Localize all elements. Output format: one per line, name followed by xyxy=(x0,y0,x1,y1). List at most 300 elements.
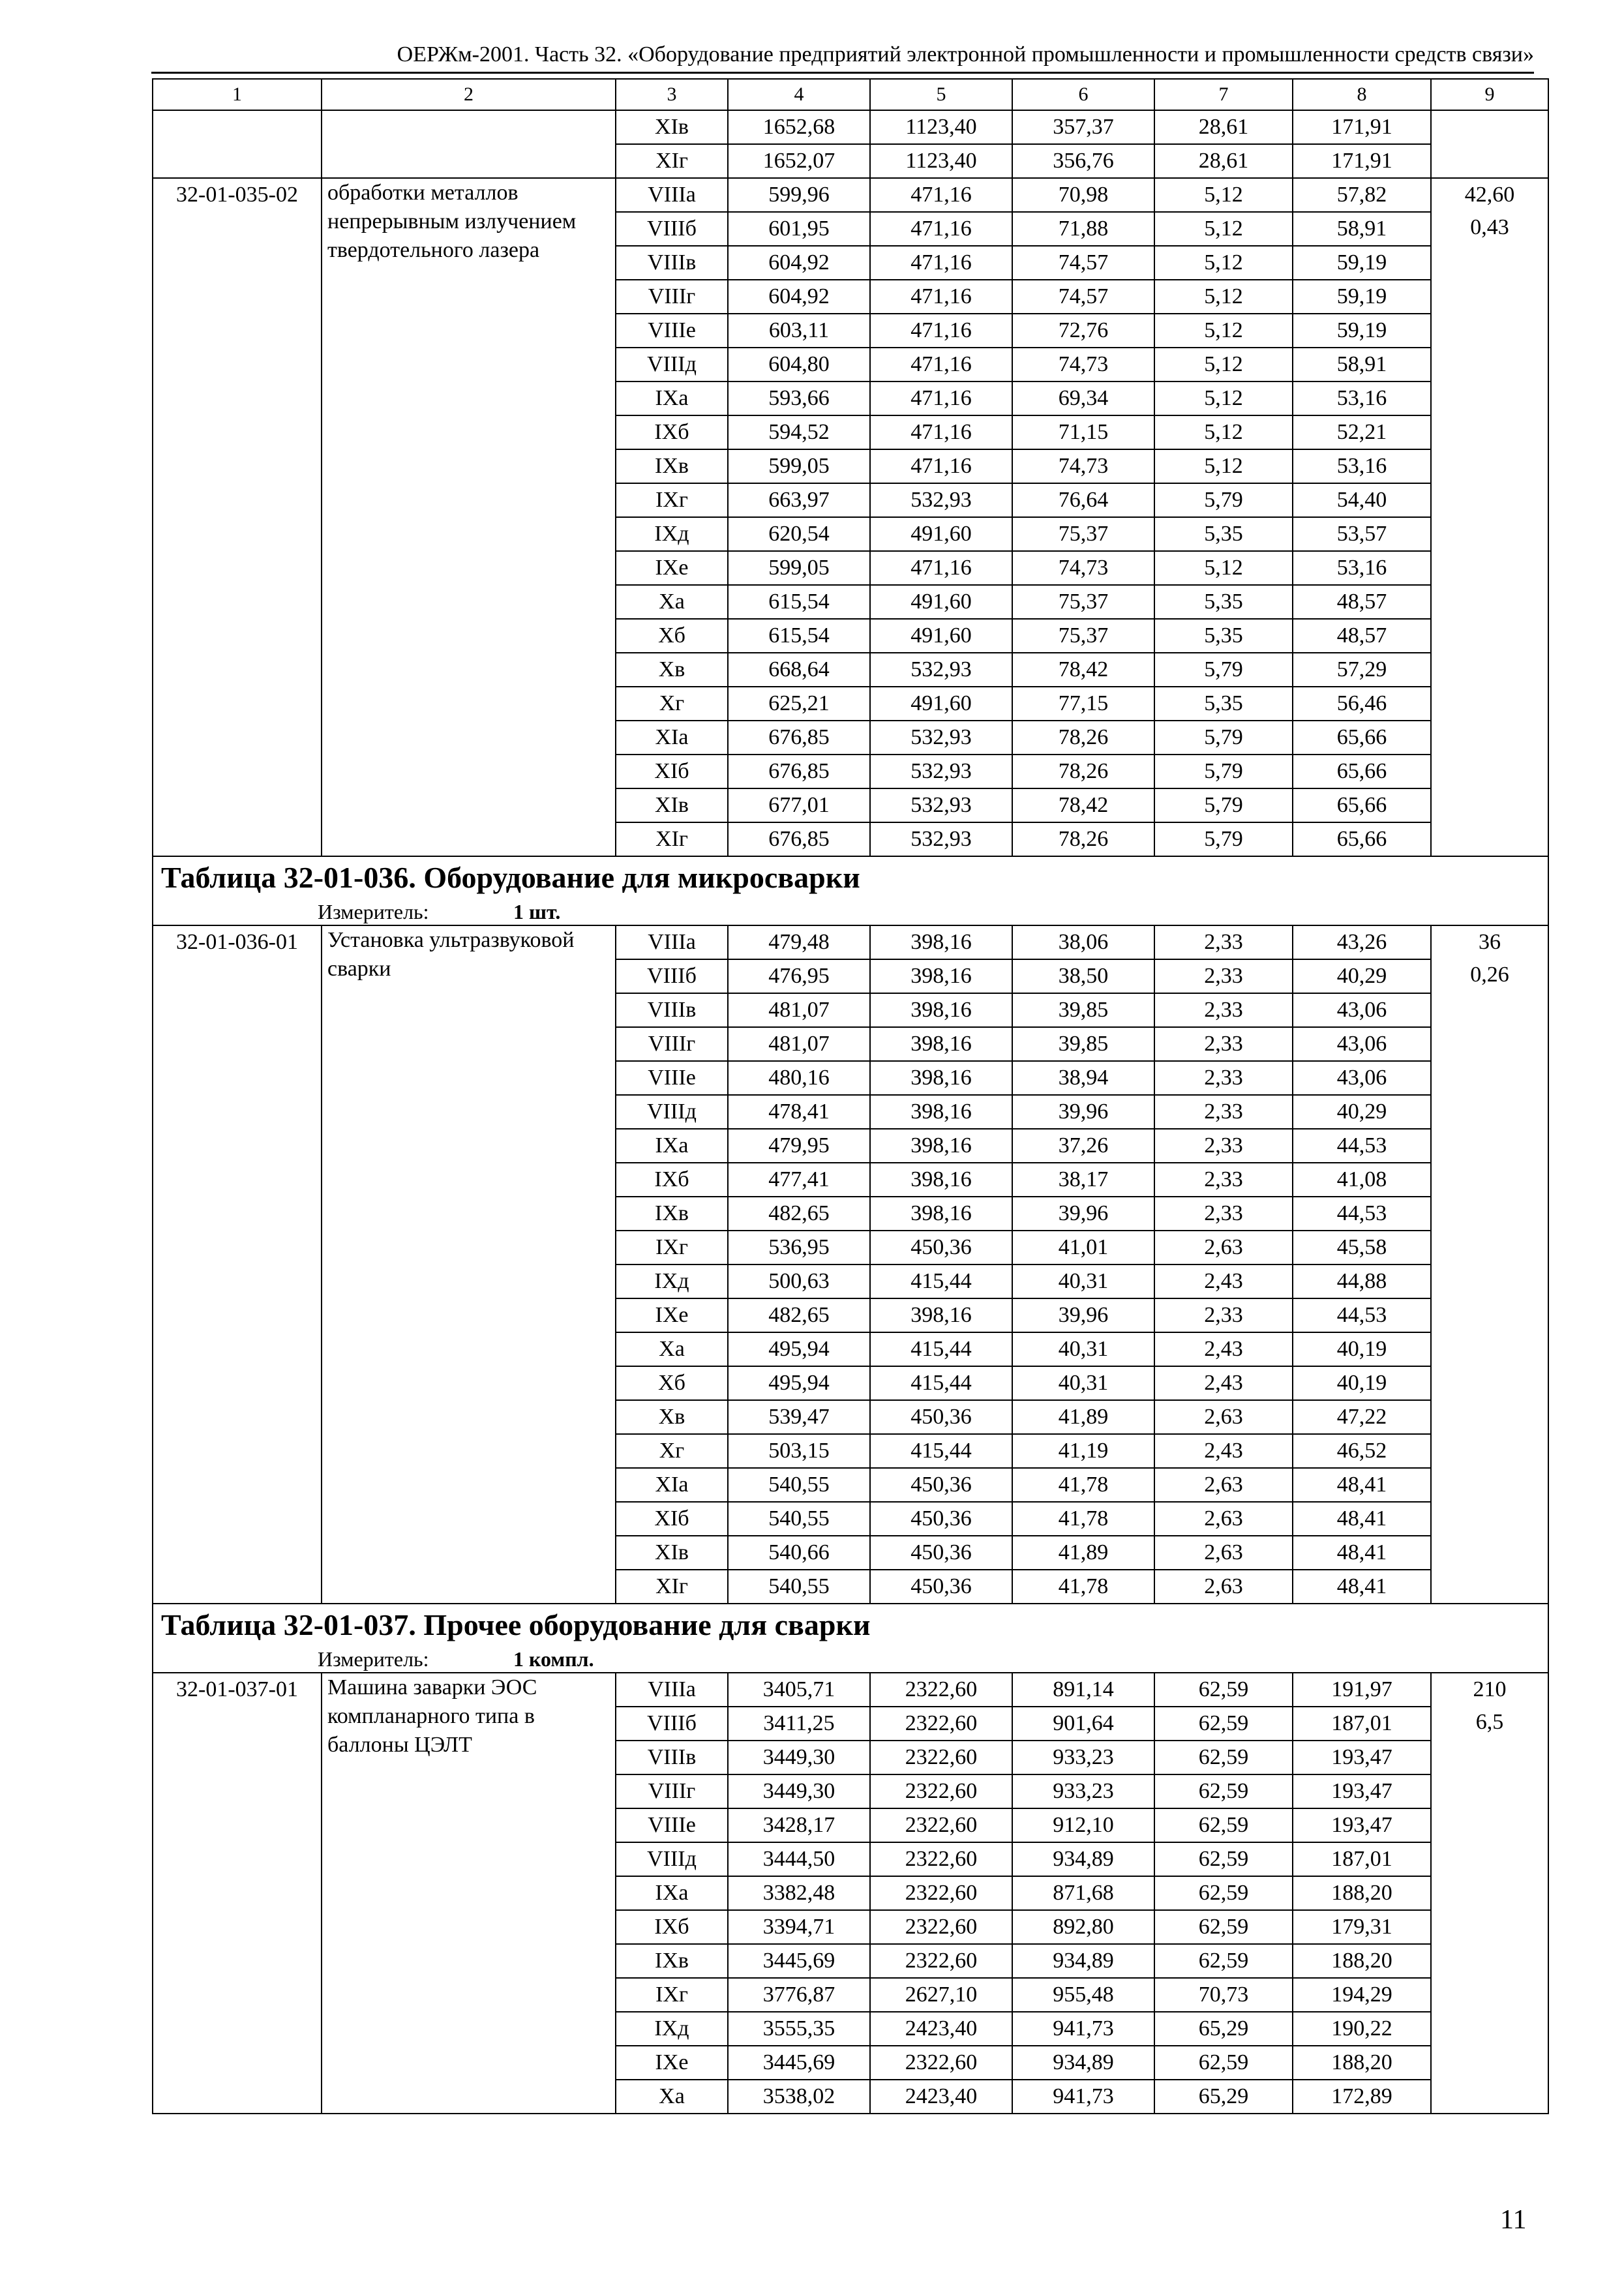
value-cell: 594,52 xyxy=(728,415,870,449)
value-cell: 495,94 xyxy=(728,1366,870,1400)
zone-cell: IXг xyxy=(616,1231,728,1264)
zone-cell: IXд xyxy=(616,517,728,551)
value-cell: 450,36 xyxy=(870,1231,1012,1264)
value-cell: 491,60 xyxy=(870,517,1012,551)
value-cell: 1123,40 xyxy=(870,144,1012,178)
value-cell: 74,73 xyxy=(1012,551,1154,585)
value-cell: 2,63 xyxy=(1154,1231,1293,1264)
column-number-cell: 7 xyxy=(1154,79,1293,110)
zone-cell: XIб xyxy=(616,1502,728,1536)
value-cell: 2,33 xyxy=(1154,993,1293,1027)
value-cell: 70,73 xyxy=(1154,1978,1293,2012)
value-cell: 2,43 xyxy=(1154,1332,1293,1366)
value-cell: 415,44 xyxy=(870,1366,1012,1400)
value-cell: 599,96 xyxy=(728,178,870,212)
value-cell: 3382,48 xyxy=(728,1876,870,1910)
table-row xyxy=(153,925,1548,959)
table-title-row xyxy=(153,1604,1548,1646)
zone-cell: IXб xyxy=(616,415,728,449)
value-cell: 480,16 xyxy=(728,1061,870,1095)
zone-cell: XIг xyxy=(616,822,728,856)
value-cell: 74,57 xyxy=(1012,246,1154,280)
value-cell: 74,73 xyxy=(1012,449,1154,483)
value-cell: 40,31 xyxy=(1012,1366,1154,1400)
value-cell: 1652,07 xyxy=(728,144,870,178)
value-cell: 58,91 xyxy=(1293,348,1431,382)
zone-cell: Xг xyxy=(616,1434,728,1468)
value-cell: 71,15 xyxy=(1012,415,1154,449)
value-cell: 48,41 xyxy=(1293,1468,1431,1502)
value-cell: 2322,60 xyxy=(870,1910,1012,1944)
value-cell: 2,33 xyxy=(1154,1298,1293,1332)
value-cell: 491,60 xyxy=(870,687,1012,721)
value-cell: 171,91 xyxy=(1293,110,1431,144)
value-cell: 3445,69 xyxy=(728,1944,870,1978)
value-cell: 5,79 xyxy=(1154,788,1293,822)
column-number-cell: 4 xyxy=(728,79,870,110)
value-cell: 357,37 xyxy=(1012,110,1154,144)
value-cell: 615,54 xyxy=(728,619,870,653)
zone-cell: IXд xyxy=(616,1264,728,1298)
value-cell: 356,76 xyxy=(1012,144,1154,178)
zone-cell: Xв xyxy=(616,1400,728,1434)
meter-cell xyxy=(153,1646,1548,1673)
value-cell: 2,33 xyxy=(1154,1197,1293,1231)
zone-cell: Xа xyxy=(616,585,728,619)
value-cell: 41,89 xyxy=(1012,1536,1154,1570)
value-cell: 532,93 xyxy=(870,822,1012,856)
value-cell: 2,33 xyxy=(1154,1027,1293,1061)
value-cell: 40,31 xyxy=(1012,1264,1154,1298)
zone-cell: IXв xyxy=(616,1197,728,1231)
zone-cell: VIIIг xyxy=(616,280,728,314)
value-cell: 3445,69 xyxy=(728,2046,870,2080)
value-cell: 70,98 xyxy=(1012,178,1154,212)
extra-value: 0,26 xyxy=(1470,963,1509,987)
zone-cell: Xб xyxy=(616,1366,728,1400)
value-cell: 933,23 xyxy=(1012,1741,1154,1774)
value-cell: 62,59 xyxy=(1154,1842,1293,1876)
value-cell: 62,59 xyxy=(1154,1876,1293,1910)
value-cell: 190,22 xyxy=(1293,2012,1431,2046)
value-cell: 398,16 xyxy=(870,1027,1012,1061)
column-number-cell: 3 xyxy=(616,79,728,110)
value-cell: 2322,60 xyxy=(870,1944,1012,1978)
value-cell: 479,48 xyxy=(728,925,870,959)
value-cell: 912,10 xyxy=(1012,1808,1154,1842)
value-cell: 5,79 xyxy=(1154,653,1293,687)
value-cell: 532,93 xyxy=(870,788,1012,822)
extra-value: 210 xyxy=(1473,1677,1507,1701)
value-cell: 44,53 xyxy=(1293,1197,1431,1231)
value-cell: 65,29 xyxy=(1154,2080,1293,2114)
value-cell: 450,36 xyxy=(870,1570,1012,1604)
zone-cell: VIIIв xyxy=(616,246,728,280)
value-cell: 62,59 xyxy=(1154,1944,1293,1978)
value-cell: 415,44 xyxy=(870,1332,1012,1366)
value-cell: 599,05 xyxy=(728,449,870,483)
zone-cell: IXг xyxy=(616,483,728,517)
zone-cell: XIв xyxy=(616,788,728,822)
value-cell: 540,55 xyxy=(728,1502,870,1536)
value-cell: 398,16 xyxy=(870,1298,1012,1332)
extra-value: 42,60 xyxy=(1464,183,1515,207)
zone-cell: VIIIг xyxy=(616,1027,728,1061)
value-cell: 941,73 xyxy=(1012,2080,1154,2114)
item-code-cell: 32-01-036-01 xyxy=(153,925,322,1604)
extra-cell xyxy=(1431,110,1548,178)
value-cell: 171,91 xyxy=(1293,144,1431,178)
zone-cell: VIIIб xyxy=(616,212,728,246)
zone-cell: IXа xyxy=(616,382,728,415)
value-cell: 2,33 xyxy=(1154,1163,1293,1197)
value-cell: 43,26 xyxy=(1293,925,1431,959)
column-number-cell: 8 xyxy=(1293,79,1431,110)
value-cell: 71,88 xyxy=(1012,212,1154,246)
value-cell: 179,31 xyxy=(1293,1910,1431,1944)
value-cell: 2322,60 xyxy=(870,1842,1012,1876)
table-row xyxy=(153,178,1548,212)
value-cell: 2,33 xyxy=(1154,925,1293,959)
value-cell: 532,93 xyxy=(870,483,1012,517)
table-title: Таблица 32-01-036. Оборудование для микросварки xyxy=(153,856,1548,899)
value-cell: 398,16 xyxy=(870,1197,1012,1231)
value-cell: 28,61 xyxy=(1154,110,1293,144)
value-cell: 75,37 xyxy=(1012,517,1154,551)
value-cell: 471,16 xyxy=(870,449,1012,483)
value-cell: 3776,87 xyxy=(728,1978,870,2012)
value-cell: 2423,40 xyxy=(870,2080,1012,2114)
value-cell: 604,92 xyxy=(728,246,870,280)
value-cell: 625,21 xyxy=(728,687,870,721)
value-cell: 28,61 xyxy=(1154,144,1293,178)
value-cell: 5,12 xyxy=(1154,178,1293,212)
value-cell: 604,92 xyxy=(728,280,870,314)
value-cell: 5,79 xyxy=(1154,483,1293,517)
value-cell: 540,55 xyxy=(728,1570,870,1604)
meter-label: Измеритель: xyxy=(318,1647,429,1671)
value-cell: 38,50 xyxy=(1012,959,1154,993)
value-cell: 2,43 xyxy=(1154,1434,1293,1468)
rates-table-body xyxy=(153,79,1548,2114)
value-cell: 476,95 xyxy=(728,959,870,993)
value-cell: 5,79 xyxy=(1154,721,1293,755)
zone-cell: IXе xyxy=(616,551,728,585)
value-cell: 471,16 xyxy=(870,212,1012,246)
value-cell: 2322,60 xyxy=(870,1808,1012,1842)
value-cell: 601,95 xyxy=(728,212,870,246)
meter-row xyxy=(153,899,1548,925)
zone-cell: VIIIе xyxy=(616,314,728,348)
value-cell: 398,16 xyxy=(870,959,1012,993)
value-cell: 193,47 xyxy=(1293,1741,1431,1774)
value-cell: 5,12 xyxy=(1154,280,1293,314)
value-cell: 934,89 xyxy=(1012,2046,1154,2080)
zone-cell: IXе xyxy=(616,2046,728,2080)
item-name-cell xyxy=(322,110,616,178)
zone-cell: VIIIв xyxy=(616,993,728,1027)
column-number-cell: 9 xyxy=(1431,79,1548,110)
value-cell: 2322,60 xyxy=(870,1707,1012,1741)
value-cell: 2322,60 xyxy=(870,2046,1012,2080)
value-cell: 491,60 xyxy=(870,585,1012,619)
table-title: Таблица 32-01-037. Прочее оборудование для сварки xyxy=(153,1604,1548,1646)
value-cell: 65,66 xyxy=(1293,721,1431,755)
value-cell: 44,53 xyxy=(1293,1298,1431,1332)
zone-cell: IXд xyxy=(616,2012,728,2046)
value-cell: 59,19 xyxy=(1293,246,1431,280)
zone-cell: Xб xyxy=(616,619,728,653)
value-cell: 471,16 xyxy=(870,348,1012,382)
value-cell: 477,41 xyxy=(728,1163,870,1197)
value-cell: 615,54 xyxy=(728,585,870,619)
value-cell: 41,89 xyxy=(1012,1400,1154,1434)
value-cell: 2,63 xyxy=(1154,1570,1293,1604)
value-cell: 2,43 xyxy=(1154,1366,1293,1400)
value-cell: 2423,40 xyxy=(870,2012,1012,2046)
value-cell: 2627,10 xyxy=(870,1978,1012,2012)
value-cell: 450,36 xyxy=(870,1502,1012,1536)
value-cell: 57,29 xyxy=(1293,653,1431,687)
value-cell: 40,19 xyxy=(1293,1332,1431,1366)
value-cell: 676,85 xyxy=(728,822,870,856)
value-cell: 481,07 xyxy=(728,993,870,1027)
value-cell: 2,43 xyxy=(1154,1264,1293,1298)
zone-cell: VIIIа xyxy=(616,178,728,212)
value-cell: 603,11 xyxy=(728,314,870,348)
value-cell: 532,93 xyxy=(870,755,1012,788)
value-cell: 398,16 xyxy=(870,1095,1012,1129)
table-title-row xyxy=(153,856,1548,899)
value-cell: 3405,71 xyxy=(728,1673,870,1707)
meter-unit: 1 шт. xyxy=(513,900,561,923)
value-cell: 532,93 xyxy=(870,721,1012,755)
value-cell: 5,79 xyxy=(1154,822,1293,856)
value-cell: 2322,60 xyxy=(870,1673,1012,1707)
value-cell: 3394,71 xyxy=(728,1910,870,1944)
value-cell: 398,16 xyxy=(870,1129,1012,1163)
value-cell: 933,23 xyxy=(1012,1774,1154,1808)
value-cell: 187,01 xyxy=(1293,1842,1431,1876)
value-cell: 676,85 xyxy=(728,721,870,755)
value-cell: 78,26 xyxy=(1012,822,1154,856)
value-cell: 5,35 xyxy=(1154,687,1293,721)
value-cell: 75,37 xyxy=(1012,585,1154,619)
value-cell: 78,26 xyxy=(1012,755,1154,788)
zone-cell: VIIIе xyxy=(616,1061,728,1095)
value-cell: 52,21 xyxy=(1293,415,1431,449)
value-cell: 532,93 xyxy=(870,653,1012,687)
zone-cell: VIIIв xyxy=(616,1741,728,1774)
value-cell: 471,16 xyxy=(870,246,1012,280)
value-cell: 5,79 xyxy=(1154,755,1293,788)
zone-cell: IXа xyxy=(616,1129,728,1163)
value-cell: 69,34 xyxy=(1012,382,1154,415)
value-cell: 188,20 xyxy=(1293,1944,1431,1978)
zone-cell: VIIIб xyxy=(616,959,728,993)
zone-cell: IXб xyxy=(616,1910,728,1944)
value-cell: 5,12 xyxy=(1154,246,1293,280)
zone-cell: VIIIг xyxy=(616,1774,728,1808)
extra-cell xyxy=(1431,1673,1548,2114)
value-cell: 450,36 xyxy=(870,1536,1012,1570)
value-cell: 48,41 xyxy=(1293,1502,1431,1536)
value-cell: 471,16 xyxy=(870,415,1012,449)
value-cell: 188,20 xyxy=(1293,1876,1431,1910)
value-cell: 3449,30 xyxy=(728,1774,870,1808)
value-cell: 2322,60 xyxy=(870,1741,1012,1774)
value-cell: 5,12 xyxy=(1154,382,1293,415)
value-cell: 536,95 xyxy=(728,1231,870,1264)
value-cell: 3411,25 xyxy=(728,1707,870,1741)
value-cell: 39,96 xyxy=(1012,1095,1154,1129)
value-cell: 5,12 xyxy=(1154,212,1293,246)
value-cell: 471,16 xyxy=(870,314,1012,348)
meter-cell xyxy=(153,899,1548,925)
value-cell: 43,06 xyxy=(1293,993,1431,1027)
meter-unit: 1 компл. xyxy=(513,1647,594,1671)
value-cell: 398,16 xyxy=(870,1061,1012,1095)
zone-cell: Xг xyxy=(616,687,728,721)
zone-cell: Xа xyxy=(616,1332,728,1366)
zone-cell: VIIIд xyxy=(616,1095,728,1129)
value-cell: 5,35 xyxy=(1154,517,1293,551)
value-cell: 48,41 xyxy=(1293,1536,1431,1570)
value-cell: 41,01 xyxy=(1012,1231,1154,1264)
value-cell: 53,16 xyxy=(1293,551,1431,585)
value-cell: 620,54 xyxy=(728,517,870,551)
item-code-cell: 32-01-037-01 xyxy=(153,1673,322,2114)
value-cell: 41,78 xyxy=(1012,1570,1154,1604)
value-cell: 172,89 xyxy=(1293,2080,1431,2114)
value-cell: 38,94 xyxy=(1012,1061,1154,1095)
value-cell: 3444,50 xyxy=(728,1842,870,1876)
value-cell: 481,07 xyxy=(728,1027,870,1061)
value-cell: 482,65 xyxy=(728,1298,870,1332)
column-numbers-row xyxy=(153,79,1548,110)
value-cell: 38,17 xyxy=(1012,1163,1154,1197)
extra-value: 0,43 xyxy=(1470,215,1509,239)
value-cell: 941,73 xyxy=(1012,2012,1154,2046)
value-cell: 62,59 xyxy=(1154,1741,1293,1774)
value-cell: 478,41 xyxy=(728,1095,870,1129)
value-cell: 2,63 xyxy=(1154,1400,1293,1434)
value-cell: 43,06 xyxy=(1293,1061,1431,1095)
value-cell: 5,12 xyxy=(1154,449,1293,483)
value-cell: 59,19 xyxy=(1293,280,1431,314)
value-cell: 495,94 xyxy=(728,1332,870,1366)
value-cell: 75,37 xyxy=(1012,619,1154,653)
zone-cell: XIб xyxy=(616,755,728,788)
table-row xyxy=(153,110,1548,144)
extra-value: 6,5 xyxy=(1475,1710,1504,1734)
value-cell: 5,12 xyxy=(1154,314,1293,348)
running-header: ОЕРЖм-2001. Часть 32. «Оборудование предприятий электронной промышленности и промышленности средств связи» xyxy=(151,38,1534,74)
value-cell: 2,63 xyxy=(1154,1502,1293,1536)
value-cell: 62,59 xyxy=(1154,1707,1293,1741)
value-cell: 604,80 xyxy=(728,348,870,382)
value-cell: 65,29 xyxy=(1154,2012,1293,2046)
value-cell: 40,19 xyxy=(1293,1366,1431,1400)
value-cell: 62,59 xyxy=(1154,1774,1293,1808)
column-number-cell: 2 xyxy=(322,79,616,110)
value-cell: 44,88 xyxy=(1293,1264,1431,1298)
zone-cell: XIв xyxy=(616,110,728,144)
value-cell: 934,89 xyxy=(1012,1944,1154,1978)
value-cell: 65,66 xyxy=(1293,788,1431,822)
value-cell: 5,12 xyxy=(1154,348,1293,382)
value-cell: 668,64 xyxy=(728,653,870,687)
value-cell: 39,96 xyxy=(1012,1197,1154,1231)
extra-value: 36 xyxy=(1479,930,1501,954)
value-cell: 44,53 xyxy=(1293,1129,1431,1163)
value-cell: 48,41 xyxy=(1293,1570,1431,1604)
value-cell: 78,26 xyxy=(1012,721,1154,755)
value-cell: 41,08 xyxy=(1293,1163,1431,1197)
value-cell: 53,16 xyxy=(1293,382,1431,415)
value-cell: 5,12 xyxy=(1154,551,1293,585)
value-cell: 65,66 xyxy=(1293,755,1431,788)
zone-cell: IXв xyxy=(616,449,728,483)
value-cell: 3428,17 xyxy=(728,1808,870,1842)
zone-cell: IXб xyxy=(616,1163,728,1197)
value-cell: 934,89 xyxy=(1012,1842,1154,1876)
value-cell: 398,16 xyxy=(870,993,1012,1027)
item-name-cell: Установка ультразвуковой сварки xyxy=(322,925,616,1604)
value-cell: 62,59 xyxy=(1154,2046,1293,2080)
value-cell: 5,12 xyxy=(1154,415,1293,449)
value-cell: 41,78 xyxy=(1012,1502,1154,1536)
zone-cell: VIIIд xyxy=(616,1842,728,1876)
zone-cell: VIIIд xyxy=(616,348,728,382)
value-cell: 2322,60 xyxy=(870,1876,1012,1910)
zone-cell: XIв xyxy=(616,1536,728,1570)
value-cell: 45,58 xyxy=(1293,1231,1431,1264)
zone-cell: XIа xyxy=(616,1468,728,1502)
value-cell: 599,05 xyxy=(728,551,870,585)
column-number-cell: 1 xyxy=(153,79,322,110)
value-cell: 540,66 xyxy=(728,1536,870,1570)
value-cell: 72,76 xyxy=(1012,314,1154,348)
item-name-cell: Машина заварки ЭОС компланарного типа в баллоны ЦЭЛТ xyxy=(322,1673,616,2114)
value-cell: 46,52 xyxy=(1293,1434,1431,1468)
zone-cell: Xв xyxy=(616,653,728,687)
value-cell: 58,91 xyxy=(1293,212,1431,246)
value-cell: 479,95 xyxy=(728,1129,870,1163)
value-cell: 2,63 xyxy=(1154,1536,1293,1570)
value-cell: 39,96 xyxy=(1012,1298,1154,1332)
zone-cell: VIIIе xyxy=(616,1808,728,1842)
value-cell: 38,06 xyxy=(1012,925,1154,959)
value-cell: 1652,68 xyxy=(728,110,870,144)
value-cell: 78,42 xyxy=(1012,653,1154,687)
zone-cell: XIг xyxy=(616,1570,728,1604)
value-cell: 2,33 xyxy=(1154,1129,1293,1163)
meter-label: Измеритель: xyxy=(318,900,429,923)
value-cell: 191,97 xyxy=(1293,1673,1431,1707)
extra-cell xyxy=(1431,925,1548,1604)
page-number: 11 xyxy=(1500,2205,1527,2235)
value-cell: 77,15 xyxy=(1012,687,1154,721)
item-code-cell xyxy=(153,110,322,178)
value-cell: 677,01 xyxy=(728,788,870,822)
value-cell: 5,35 xyxy=(1154,585,1293,619)
value-cell: 2322,60 xyxy=(870,1774,1012,1808)
value-cell: 482,65 xyxy=(728,1197,870,1231)
value-cell: 2,33 xyxy=(1154,1061,1293,1095)
value-cell: 43,06 xyxy=(1293,1027,1431,1061)
value-cell: 2,63 xyxy=(1154,1468,1293,1502)
